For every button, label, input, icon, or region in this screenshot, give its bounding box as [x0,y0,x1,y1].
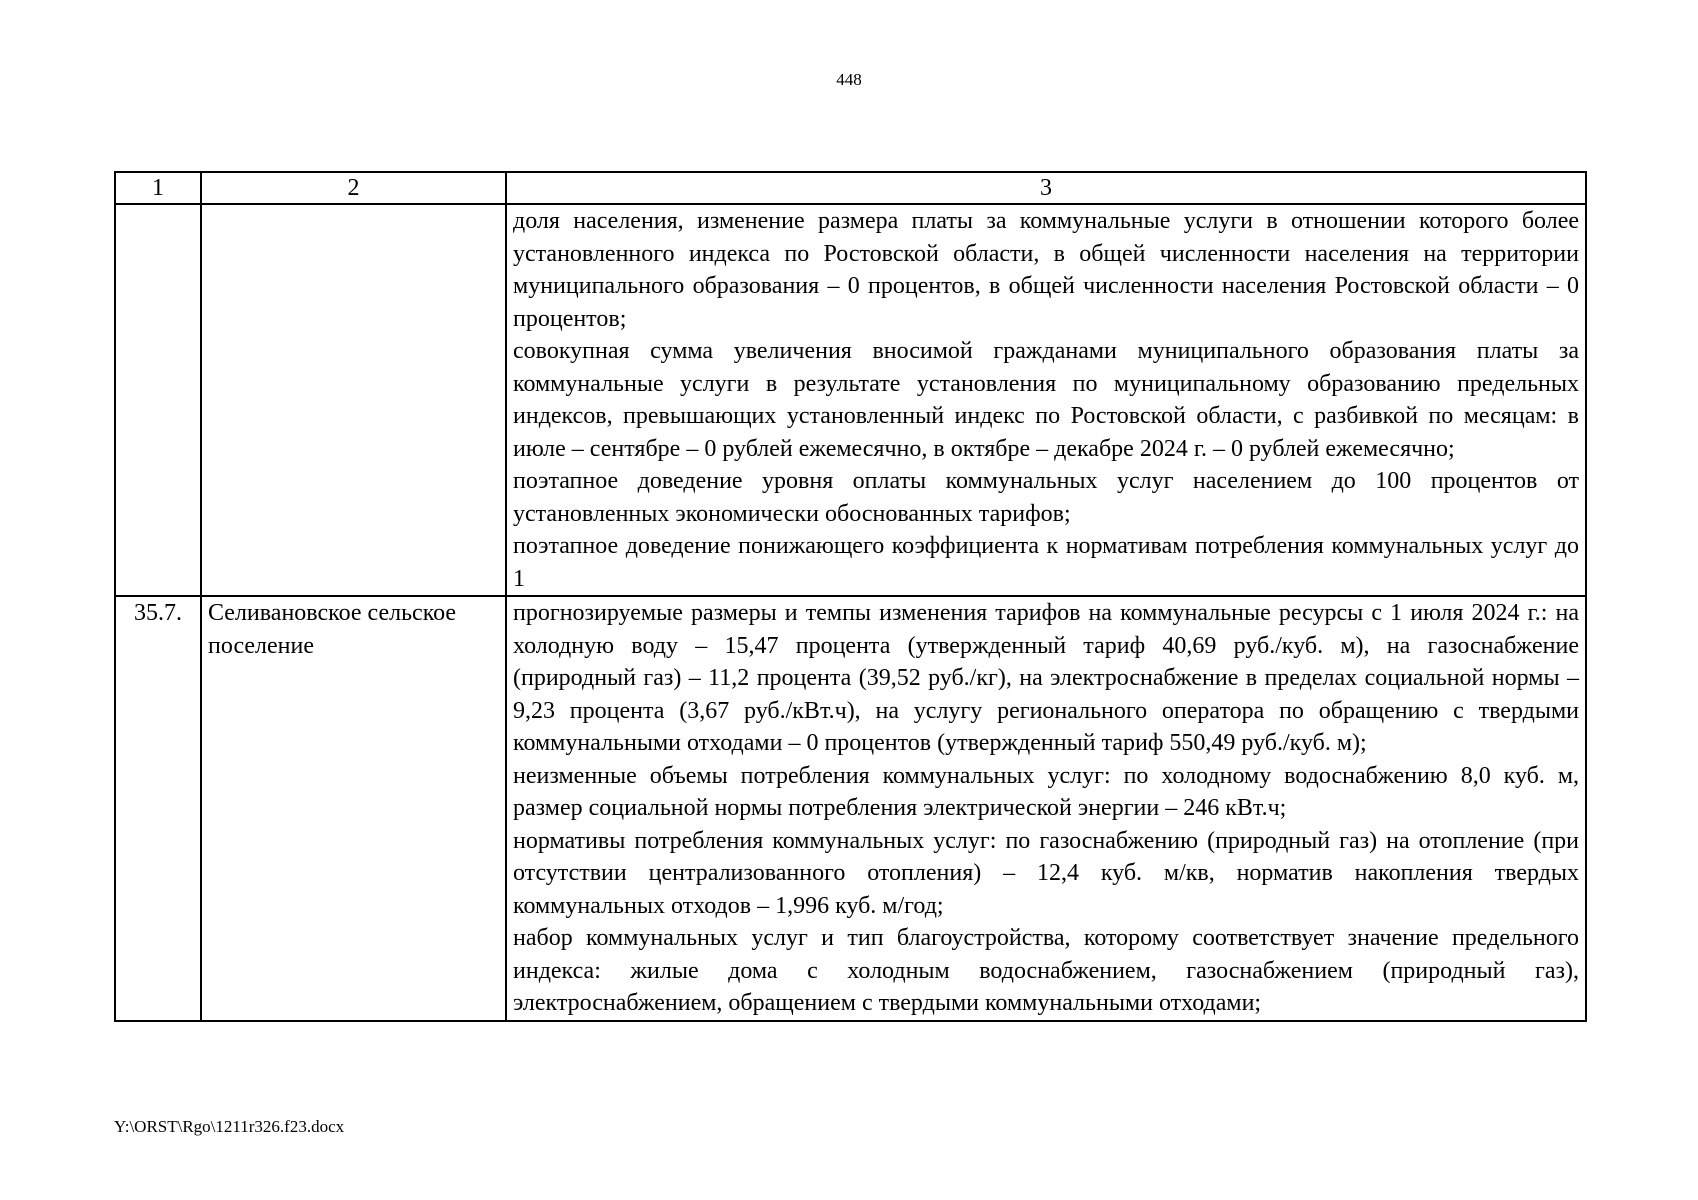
description-paragraph: нормативы потребления коммунальных услуг: по газоснабжению (природный газ) на отопление (при отсутствии централизованного отопления) – 12,4 куб. м/кв, норматив накопления твердых коммунальных отходов – 1,996 куб. м/год; [513,827,1579,919]
description-cell [506,204,1586,596]
file-path-footer: Y:\ORST\Rgo\1211r326.f23.docx [114,1117,345,1136]
municipality-name-cell: Селивановское сельское поселение [201,596,506,1021]
description-paragraph: набор коммунальных услуг и тип благоустройства, которому соответствует значение предельного индекса: жилые дома с холодным водоснабжением, газоснабжением (природный газ), электроснабжением, обращением с твердыми коммунальными отходами; [513,925,1579,1016]
header-cell-3: 3 [506,172,1586,204]
description-paragraph: совокупная сумма увеличения вносимой гражданами муниципального образования платы за коммунальные услуги в результате установления по муниципальному образованию предельных индексов, превышающих установленный индекс по Ростовской области, с разбивкой по месяцам: в июле – сентябре – 0 рублей ежемесячно, в октябре – декабре 2024 г. – 0 рублей ежемесячно; [513,338,1579,462]
document-table [114,171,1587,1022]
header-cell-1: 1 [115,172,201,204]
table-row [115,204,1586,596]
municipality-name-cell [201,204,506,596]
description-paragraph: прогнозируемые размеры и темпы изменения тарифов на коммунальные ресурсы с 1 июля 2024 г.: на холодную воду – 15,47 процента (утвержденный тариф 40,69 руб./куб. м), на газоснабжение (природный газ) – 11,2 процента (39,52 руб./кг), на электроснабжение в пределах социальной нормы – 9,23 процента (3,67 руб./кВт.ч), на услугу регионального оператора по обращению с твердыми коммунальными отходами – 0 процентов (утвержденный тариф 550,49 руб./куб. м); [513,600,1579,756]
header-cell-2: 2 [201,172,506,204]
row-number-cell: 35.7. [115,596,201,1021]
row-number-cell [115,204,201,596]
description-paragraph: неизменные объемы потребления коммунальных услуг: по холодному водоснабжению 8,0 куб. м, размер социальной нормы потребления электрической энергии – 246 кВт.ч; [513,762,1579,821]
description-cell [506,596,1586,1021]
description-paragraph: поэтапное доведение уровня оплаты коммунальных услуг населением до 100 процентов от установленных экономически обоснованных тарифов; [513,468,1579,527]
table-row [115,596,1586,1021]
table-header-row [115,172,1586,204]
description-paragraph: доля населения, изменение размера платы за коммунальные услуги в отношении которого более установленного индекса по Ростовской области, в общей численности населения на территории муниципального образования – 0 процентов, в общей численности населения Ростовской области – 0 процентов; [513,208,1579,332]
description-paragraph: поэтапное доведение понижающего коэффициента к нормативам потребления коммунальных услуг до 1 [513,533,1579,592]
page-number: 448 [836,70,862,89]
